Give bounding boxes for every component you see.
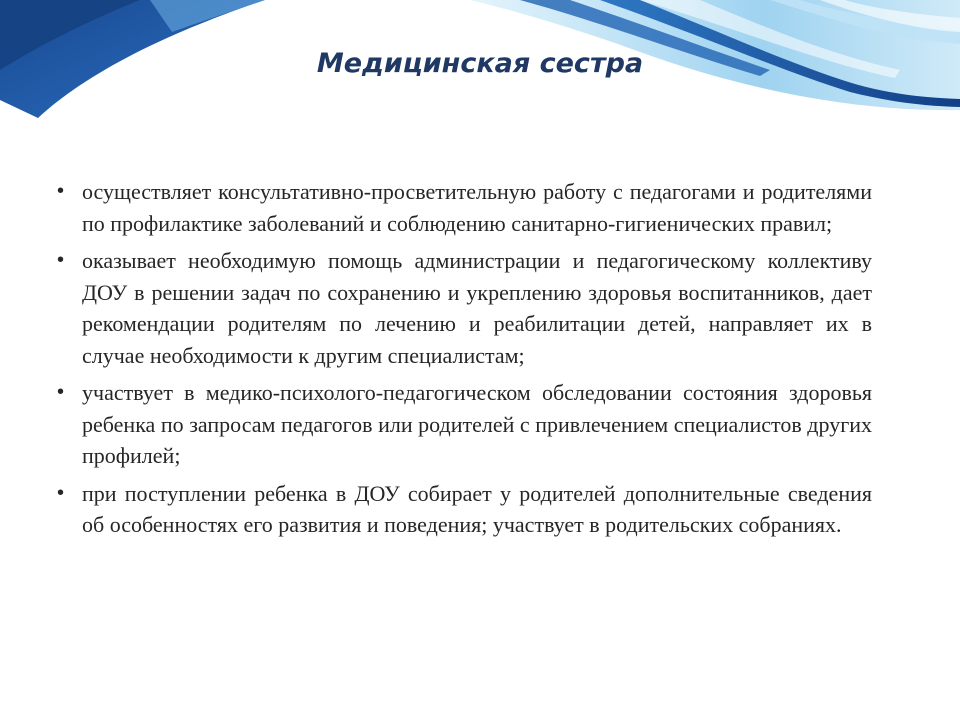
list-item-text: осуществляет консультативно-просветительную работу с педагогами и родителями по профилактике заболеваний и соблюдению санитарно-гигиенических правил; [82, 179, 872, 236]
list-item [52, 176, 872, 239]
slide-title: Медицинская сестра [316, 48, 644, 79]
list-item-text: участвует в медико-психолого-педагогическом обследовании состояния здоровья ребенка по запросам педагогов или родителей с привлечением специалистов других профилей; [82, 380, 872, 468]
list-item-text: при поступлении ребенка в ДОУ собирает у родителей дополнительные сведения об особенностях его развития и поведения; участвует в родительских собраниях. [82, 480, 872, 537]
list-item [52, 478, 872, 541]
list-item [52, 377, 872, 472]
bullet-icon: • [57, 481, 65, 504]
bullet-icon: • [57, 249, 65, 271]
list-item [52, 245, 872, 371]
bullet-icon: • [57, 381, 65, 403]
bullet-list [52, 176, 872, 547]
bullet-icon: • [57, 180, 65, 202]
list-item-text: оказывает необходимую помощь администрации и педагогическому коллективу ДОУ в решении задач по сохранению и укреплению здоровья воспитанников, дает рекомендации родителям по лечению и реабилитации детей, направляет их в случае необходимости к другим специалистам; [82, 248, 872, 368]
